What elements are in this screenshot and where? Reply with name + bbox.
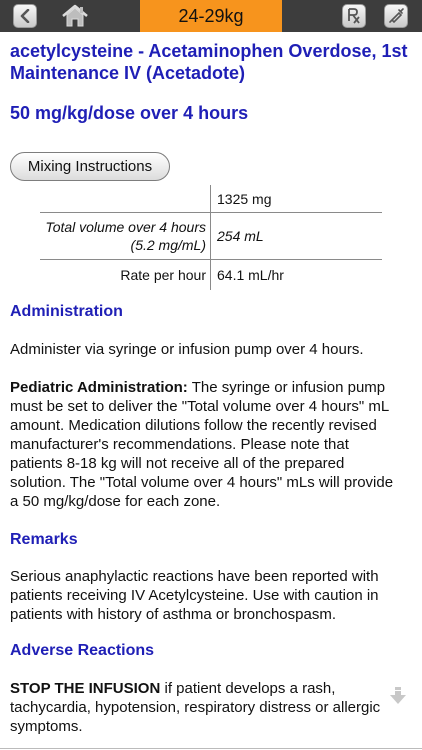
stop-infusion-label: STOP THE INFUSION bbox=[10, 680, 161, 697]
adverse-reactions-body: if patient develops a rash, tachycardia, hypotension, respiratory distress or allergic symptoms. bbox=[10, 680, 381, 735]
dosing-table bbox=[40, 185, 382, 290]
mixing-instructions-button[interactable]: Mixing Instructions bbox=[10, 152, 170, 181]
syringe-icon bbox=[387, 7, 405, 25]
rx-icon bbox=[345, 7, 363, 25]
top-bar bbox=[0, 0, 422, 32]
back-button[interactable] bbox=[13, 4, 37, 28]
home-icon bbox=[61, 4, 89, 28]
pediatric-administration-body: The syringe or infusion pump must be set to deliver the "Total volume over 4 hours" mL amount. Medication dilutions follow the recently revised manufacturer's recommendations. Please note that patients 8-18 kg will not receive all of the prepared solution. The "Total volume over 4 hours" mLs will provide a 50 mg/kg/dose for each zone. bbox=[10, 379, 394, 510]
rx-button[interactable] bbox=[342, 4, 366, 28]
pediatric-administration-text bbox=[10, 378, 400, 511]
pediatric-administration-label: Pediatric Administration: bbox=[10, 379, 188, 396]
home-button[interactable] bbox=[60, 4, 90, 28]
total-volume-label bbox=[40, 213, 211, 259]
syringe-button[interactable] bbox=[384, 4, 408, 28]
total-volume-label-line1: Total volume over 4 hours bbox=[45, 219, 206, 235]
total-volume-label-line2: (5.2 mg/mL) bbox=[130, 237, 206, 253]
adverse-reactions-heading: Adverse Reactions bbox=[10, 642, 155, 659]
rate-value: 64.1 mL/hr bbox=[217, 267, 284, 283]
scroll-down-arrow-icon[interactable] bbox=[388, 686, 408, 706]
table-row bbox=[40, 185, 382, 213]
remarks-heading: Remarks bbox=[10, 531, 78, 548]
administration-heading: Administration bbox=[10, 303, 123, 320]
administration-text: Administer via syringe or infusion pump over 4 hours. bbox=[10, 341, 364, 358]
dose-amount-value: 1325 mg bbox=[217, 190, 272, 207]
table-row bbox=[40, 260, 382, 290]
table-label-empty bbox=[40, 185, 211, 212]
bottom-divider bbox=[0, 748, 422, 749]
remarks-text: Serious anaphylactic reactions have been reported with patients receiving IV Acetylcysteine. Use with caution in patients with history of asthma or bronchospasm. bbox=[10, 568, 379, 623]
back-arrow-icon bbox=[19, 9, 31, 23]
dose-heading: 50 mg/kg/dose over 4 hours bbox=[10, 103, 249, 123]
table-row bbox=[40, 213, 382, 260]
total-volume-value: 254 mL bbox=[217, 228, 264, 244]
drug-title: acetylcysteine - Acetaminophen Overdose, 1st Maintenance IV (Acetadote) bbox=[10, 41, 408, 83]
weight-range-label: 24-29kg bbox=[140, 0, 282, 32]
rate-label: Rate per hour bbox=[40, 260, 211, 290]
adverse-reactions-text bbox=[10, 679, 385, 736]
